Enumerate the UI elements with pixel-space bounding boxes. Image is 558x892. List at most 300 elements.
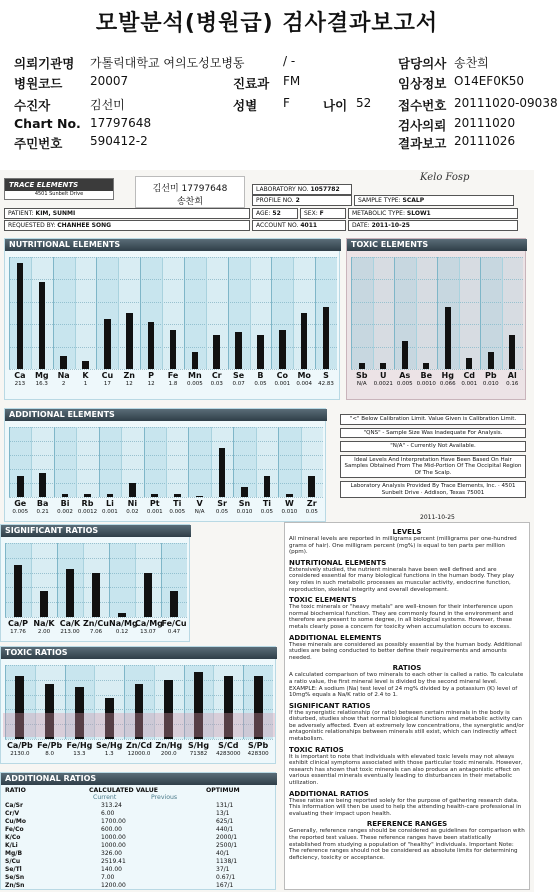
legend-note: Ideal Levels And Interpretation Have Been Based On Hair Samples Obtained From The Mid-Portion Of The Occipital Region Of The Scalp. bbox=[340, 455, 526, 479]
bar-w bbox=[286, 494, 293, 498]
value-fe: 1.8 bbox=[168, 381, 178, 387]
label-cd: Cd bbox=[463, 371, 476, 380]
bar-mg bbox=[39, 282, 46, 369]
ratio-optimum: 2500/1 bbox=[216, 842, 238, 849]
receipt-no: 20111020-09038 bbox=[454, 96, 558, 110]
requested-label: REQUESTED BY: bbox=[8, 222, 56, 229]
value-ba: 0.21 bbox=[36, 509, 49, 515]
value-se: 0.07 bbox=[232, 381, 245, 387]
report-date: 20111026 bbox=[454, 134, 516, 148]
value-ti: 0.05 bbox=[260, 509, 274, 515]
bar-cu bbox=[104, 319, 111, 369]
bar-cd bbox=[466, 358, 472, 369]
logo-text: TRACE ELEMENTS bbox=[5, 179, 113, 191]
legend-note: "<" Below Calibration Limit. Value Given is Calibration Limit. bbox=[340, 414, 526, 425]
bar-na bbox=[60, 356, 67, 369]
label-fe-hg: Fe/Hg bbox=[66, 741, 93, 750]
explanation-text: The toxic minerals or "heavy metals" are well-known for their interference upon normal biochemical function. They are commonly found in the environment and therefore are present to some degree, in all biological systems. However, these metals clearly pose a concern for toxicity when accumulation occurs to excess. bbox=[289, 604, 514, 630]
value-zn-cd: 12000.0 bbox=[127, 751, 151, 757]
value-ca-k: 213.00 bbox=[60, 629, 80, 635]
column-band bbox=[373, 257, 395, 369]
column-band bbox=[54, 427, 76, 497]
bar-ni bbox=[129, 483, 136, 497]
label-s-cd: S/Cd bbox=[218, 741, 239, 750]
patient-english: KIM, SUNMI bbox=[35, 210, 76, 217]
column-band bbox=[75, 257, 97, 369]
label-k: K bbox=[82, 371, 89, 380]
ratio-optimum: 13/1 bbox=[216, 810, 230, 817]
label-cr: Cr bbox=[211, 371, 222, 380]
ratio-name: Mg/B bbox=[5, 850, 23, 857]
label-ti: Ti bbox=[262, 499, 272, 508]
page-title: 모발분석(병원급) 검사결과보고서 bbox=[95, 11, 439, 36]
label-ca-mg: Ca/Mg bbox=[135, 619, 163, 628]
account-no: 4011 bbox=[300, 222, 318, 229]
lab-no-label: LABORATORY NO. bbox=[256, 186, 309, 193]
bar-sr bbox=[219, 448, 226, 497]
label-fe-cu: Fe/Cu bbox=[161, 619, 187, 628]
additional-ratios-table bbox=[0, 772, 276, 890]
toxic-elements-chart bbox=[346, 238, 526, 400]
label-zn-hg: Zn/Hg bbox=[155, 741, 183, 750]
grid-line bbox=[9, 497, 323, 498]
label-na-mg: Na/Mg bbox=[109, 619, 138, 628]
bar-bi bbox=[62, 494, 69, 498]
grid-line bbox=[5, 617, 187, 618]
ratio-name: Ca/Sr bbox=[5, 802, 23, 809]
label-ni: Ni bbox=[127, 499, 138, 508]
value-mo: 0.004 bbox=[296, 381, 313, 387]
value-ti: 0.005 bbox=[169, 509, 186, 515]
explanation-heading: NUTRITIONAL ELEMENTS bbox=[289, 558, 387, 567]
value-cu: 17 bbox=[103, 381, 111, 387]
label-sb: Sb bbox=[356, 371, 368, 380]
label-ba: Ba bbox=[36, 499, 49, 508]
bar-b bbox=[257, 335, 264, 369]
ratio-optimum: 1138/1 bbox=[216, 858, 238, 865]
metabolic-type: SLOW1 bbox=[406, 210, 431, 217]
label-se: Se bbox=[232, 371, 245, 380]
reference-band bbox=[3, 713, 275, 737]
bar-na-k bbox=[40, 591, 48, 617]
handwritten-patient: 김선미 17797648 bbox=[152, 184, 228, 194]
ratio-name: Fe/Co bbox=[5, 826, 24, 833]
column-band bbox=[416, 257, 438, 369]
label-resident-no: 주민번호 bbox=[14, 136, 63, 151]
bar-p bbox=[148, 322, 155, 369]
bar-rb bbox=[84, 494, 91, 498]
label-patient: 수진자 bbox=[14, 98, 51, 113]
ratio-value: 1000.00 bbox=[101, 834, 126, 841]
label-pb: Pb bbox=[484, 371, 497, 380]
requested-by: CHANHEE SONG bbox=[57, 222, 112, 229]
explanation-text: These ratios are being reported solely for the purpose of gathering research data. This information will then be used to help the attending health-care professional in evaluating their impact upon health. bbox=[289, 797, 522, 817]
label-zr: Zr bbox=[306, 499, 317, 508]
handwritten-doctor: 송찬희 bbox=[176, 197, 204, 207]
label-na: Na bbox=[57, 371, 70, 380]
bar-al bbox=[509, 335, 515, 369]
col-previous: Previous bbox=[151, 794, 178, 801]
legend-note: "QNS" - Sample Size Was Inadequate For Analysis. bbox=[340, 428, 526, 439]
lab-logo bbox=[4, 178, 114, 200]
column-band bbox=[99, 427, 121, 497]
value-u: 0.0021 bbox=[373, 381, 393, 387]
ratio-name: Zn/Sn bbox=[5, 882, 25, 889]
label-doctor: 담당의사 bbox=[398, 56, 447, 71]
value-p: 12 bbox=[147, 381, 155, 387]
bar-fe-cu bbox=[170, 591, 178, 617]
value-ni: 0.02 bbox=[126, 509, 139, 515]
grid-line bbox=[351, 369, 523, 370]
ratio-value: 600.00 bbox=[101, 826, 122, 833]
explanation-text: It is important to note that individuals with elevated toxic levels may not always exhibit clinical symptoms associated with those particular toxic minerals. However, research has shown that toxic minerals can also produce an antagonistic effect on various essential minerals eventually leading to disturbances in their metabolic utilization. bbox=[289, 753, 523, 787]
sex-label: SEX: bbox=[304, 210, 318, 217]
ratio-optimum: 2000/1 bbox=[216, 834, 238, 841]
footnote-legend bbox=[340, 414, 526, 501]
column-band bbox=[109, 543, 135, 617]
label-mn: Mn bbox=[188, 371, 202, 380]
label-as: As bbox=[399, 371, 411, 380]
age-label: AGE: bbox=[256, 210, 271, 217]
department: FM bbox=[283, 74, 301, 88]
label-u: U bbox=[380, 371, 387, 380]
bar-na-mg bbox=[118, 613, 126, 617]
clinical-info: O14EF0K50 bbox=[454, 74, 524, 88]
value-b: 0.05 bbox=[254, 381, 267, 387]
legend-note: "N/A" - Currently Not Available. bbox=[340, 441, 526, 452]
label-na-k: Na/K bbox=[33, 619, 55, 628]
bar-k bbox=[82, 361, 89, 369]
label-co: Co bbox=[276, 371, 288, 380]
bar-ba bbox=[39, 473, 46, 498]
explanation-heading: SIGNIFICANT RATIOS bbox=[289, 701, 371, 710]
label-se-hg: Se/Hg bbox=[95, 741, 123, 750]
label-department: 진료과 bbox=[233, 76, 270, 91]
column-band bbox=[53, 257, 75, 369]
ratio-name: Se/Tl bbox=[5, 866, 22, 873]
value-cr: 0.03 bbox=[210, 381, 223, 387]
label-ca: Ca bbox=[14, 371, 26, 380]
label-fe: Fe bbox=[167, 371, 179, 380]
explanation-text: Generally, reference ranges should be considered as guidelines for comparison with the reported test values. These reference ranges have been statistically established from studying a population of "healthy" individuals. Important Note: The reference ranges should not be considered as absolute limits for determining deficiency, toxicity or acceptance. bbox=[289, 828, 525, 861]
label-request-date: 검사의뢰 bbox=[398, 118, 447, 133]
value-na: 2 bbox=[61, 381, 66, 387]
signature: Kelo Fosp bbox=[420, 172, 470, 183]
report-date-small: 2011-10-25 bbox=[420, 514, 455, 521]
ratio-optimum: 440/1 bbox=[216, 826, 234, 833]
label-pt: Pt bbox=[149, 499, 160, 508]
value-se-hg: 1.3 bbox=[104, 751, 114, 757]
value-co: 0.001 bbox=[274, 381, 291, 387]
bar-zn-cu bbox=[92, 573, 100, 617]
explanation-heading: REFERENCE RANGES bbox=[366, 820, 448, 829]
value-ca-mg: 13.07 bbox=[140, 629, 156, 635]
bar-s bbox=[323, 307, 330, 369]
ratio-optimum: 625/1 bbox=[216, 818, 234, 825]
ratio-value: 326.00 bbox=[101, 850, 122, 857]
value-s-hg: 71382 bbox=[189, 751, 208, 757]
request-date: 20111020 bbox=[454, 116, 516, 130]
value-mn: 0.005 bbox=[186, 381, 203, 387]
ratio-optimum: 37/1 bbox=[216, 866, 230, 873]
bar-se bbox=[235, 332, 242, 369]
label-rb: Rb bbox=[81, 499, 94, 508]
value-li: 0.001 bbox=[102, 509, 118, 515]
value-ge: 0.005 bbox=[12, 509, 29, 515]
explanation-text: All mineral levels are reported in milligrams percent (milligrams per one-hundred grams of hair). One milligram percent (mg%) is equal to ten parts per million (ppm). bbox=[289, 536, 517, 556]
value-zr: 0.05 bbox=[305, 509, 318, 515]
ratio-value: 1000.00 bbox=[101, 842, 126, 849]
label-bi: Bi bbox=[60, 499, 70, 508]
label-sn: Sn bbox=[238, 499, 251, 508]
label-v: V bbox=[196, 499, 203, 508]
explanation-text: A calculated comparison of two minerals to each other is called a ratio. To calculate a ratio value, the first mineral level is divided by the second mineral level. EXAMPLE: A sodium (Na) test level of 24 mg% divided by a potassium (K) level of 10mg% equals a Na/K ratio of 2.4 to 1. bbox=[289, 672, 524, 699]
bar-ti bbox=[264, 476, 271, 497]
ratio-optimum: 167/1 bbox=[216, 882, 234, 889]
ratio-value: 313.24 bbox=[101, 802, 122, 809]
value-as: 0.005 bbox=[396, 381, 413, 387]
explanation-text: If the synergistic relationship (or ratio) between certain minerals in the body is disturbed, studies show that normal biological functions and metabolic activity can be adversely affected. Even at extremely low concentrations, the synergistic and/or antagonistic relationships between minerals still exist, which can indirectly affect metabolism. bbox=[289, 709, 525, 743]
label-ca-p: Ca/P bbox=[7, 619, 29, 628]
value-zn-cu: 7.06 bbox=[89, 629, 103, 635]
label-b: B bbox=[257, 371, 264, 380]
ratio-value: 140.00 bbox=[101, 866, 122, 873]
value-sb: N/A bbox=[356, 381, 367, 387]
bar-ca-mg bbox=[144, 573, 152, 617]
account-label: ACCOUNT NO. bbox=[256, 222, 299, 229]
value-zn-hg: 200.0 bbox=[160, 751, 177, 757]
label-w: W bbox=[284, 499, 294, 508]
ratio-optimum: 131/1 bbox=[216, 802, 234, 809]
label-cu: Cu bbox=[101, 371, 114, 380]
label-s-hg: S/Hg bbox=[187, 741, 210, 750]
label-ca-pb: Ca/Pb bbox=[6, 741, 33, 750]
explanation-heading: ADDITIONAL RATIOS bbox=[289, 789, 369, 798]
column-band bbox=[351, 257, 373, 369]
significant-ratios-chart bbox=[0, 524, 190, 642]
grid-line bbox=[9, 369, 337, 370]
explanation-heading: RATIOS bbox=[392, 664, 422, 673]
bar-ca-k bbox=[66, 569, 74, 617]
bar-cr bbox=[213, 335, 220, 369]
label-report-date: 결과보고 bbox=[398, 136, 447, 151]
value-s-cd: 4283000 bbox=[216, 751, 241, 757]
value-al: 0.16 bbox=[506, 381, 519, 387]
additional-elements-chart bbox=[4, 408, 326, 522]
ratio-optimum: 40/1 bbox=[216, 850, 230, 857]
bar-zn bbox=[126, 313, 133, 369]
label-hg: Hg bbox=[441, 371, 454, 380]
value-be: 0.0010 bbox=[416, 381, 436, 387]
label-chart-no: Chart No. bbox=[14, 116, 81, 131]
report-date-en: 2011-10-25 bbox=[371, 222, 410, 229]
ratio-name: S/Cu bbox=[5, 858, 21, 865]
bar-ge bbox=[17, 476, 24, 497]
bar-sn bbox=[241, 487, 248, 498]
date-label: DATE: bbox=[352, 222, 370, 229]
label-zn-cd: Zn/Cd bbox=[125, 741, 152, 750]
bar-co bbox=[279, 330, 286, 369]
value-na-k: 2.00 bbox=[37, 629, 51, 635]
label-p: P bbox=[148, 371, 155, 380]
label-requesting-institution: 의뢰기관명 bbox=[14, 56, 75, 71]
patient-label: PATIENT: bbox=[8, 210, 34, 217]
value-k: 1 bbox=[83, 381, 88, 387]
value-fe-cu: 0.47 bbox=[167, 629, 181, 635]
label-sr: Sr bbox=[217, 499, 227, 508]
label-be: Be bbox=[420, 371, 433, 380]
nutritional-heading: NUTRITIONAL ELEMENTS bbox=[5, 239, 341, 251]
label-ti: Ti bbox=[173, 499, 182, 508]
col-calculated: CALCULATED VALUE bbox=[89, 787, 158, 794]
bar-pt bbox=[151, 494, 158, 498]
explanation-text: These minerals are considered as possibly essential by the human body. Additional studies are being conducted to better define their requirements and amounts needed. bbox=[289, 641, 522, 661]
label-s: S bbox=[323, 371, 329, 380]
label-zn: Zn bbox=[123, 371, 135, 380]
label-age: 나이 bbox=[323, 98, 348, 113]
value-cd: 0.001 bbox=[461, 381, 478, 387]
value-sn: 0.010 bbox=[236, 509, 253, 515]
value-v: N/A bbox=[194, 509, 205, 515]
ratio-value: 2519.41 bbox=[101, 858, 126, 865]
ratio-value: 1700.00 bbox=[101, 818, 126, 825]
column-band bbox=[166, 427, 188, 497]
requesting-institution: 가톨릭대학교 여의도성모병동 bbox=[90, 56, 245, 70]
hospital-code: 20007 bbox=[90, 74, 129, 88]
significant-ratios-heading: SIGNIFICANT RATIOS bbox=[1, 525, 191, 537]
label-li: Li bbox=[105, 499, 114, 508]
age: 52 bbox=[356, 96, 372, 110]
label-sex: 성별 bbox=[233, 98, 258, 113]
bar-u bbox=[380, 363, 386, 369]
value-ca: 213 bbox=[14, 381, 26, 387]
bar-be bbox=[423, 363, 429, 369]
toxic-ratios-chart bbox=[0, 646, 276, 764]
label-receipt-no: 접수번호 bbox=[398, 98, 447, 113]
column-band bbox=[76, 427, 98, 497]
value-s-pb: 428300 bbox=[247, 751, 269, 757]
bar-sb bbox=[359, 363, 365, 369]
report-age: 52 bbox=[272, 210, 281, 217]
col-ratio: RATIO bbox=[5, 787, 26, 794]
bar-mn bbox=[192, 352, 199, 369]
value-ca-p: 17.76 bbox=[10, 629, 26, 635]
bar-pb bbox=[488, 352, 494, 369]
bar-fe bbox=[170, 330, 177, 369]
legend-note: Laboratory Analysis Provided By Trace Elements, Inc. · 4501 Sunbelt Drive · Addison, Texas 75001 bbox=[340, 481, 526, 498]
bar-as bbox=[402, 341, 408, 369]
report-sex: F bbox=[319, 210, 324, 217]
explanation-heading: ADDITIONAL ELEMENTS bbox=[289, 633, 382, 642]
bar-li bbox=[107, 494, 114, 498]
ratio-value: 1200.00 bbox=[101, 882, 126, 889]
label-zn-cu: Zn/Cu bbox=[83, 619, 109, 628]
ratio-optimum: 0.67/1 bbox=[216, 874, 236, 881]
bar-hg bbox=[445, 307, 451, 369]
value-fe-pb: 8.0 bbox=[45, 751, 55, 757]
handwritten-box bbox=[135, 176, 245, 208]
lab-no: 1057782 bbox=[310, 186, 340, 193]
toxic-ratios-heading: TOXIC RATIOS bbox=[1, 647, 277, 659]
sex: F bbox=[283, 96, 290, 110]
bar-mo bbox=[301, 313, 308, 369]
value-sr: 0.05 bbox=[215, 509, 229, 515]
additional-heading: ADDITIONAL ELEMENTS bbox=[5, 409, 327, 421]
bar-v bbox=[196, 496, 203, 497]
toxic-heading: TOXIC ELEMENTS bbox=[347, 239, 527, 251]
sample-type-label: SAMPLE TYPE: bbox=[358, 197, 401, 204]
value-rb: 0.0012 bbox=[77, 509, 98, 515]
bar-ti bbox=[174, 494, 181, 498]
ratio-value: 7.00 bbox=[101, 874, 115, 881]
grid-line bbox=[5, 739, 273, 740]
ratio-name: Se/Sn bbox=[5, 874, 25, 881]
explanation-text: Extensively studied, the nutrient minerals have been well defined and are considered essential for many biological functions in the human body. They play key roles in such metabolic processes as muscular activity, endocrine function, reproduction, skeletal integrity and overall development. bbox=[289, 566, 515, 593]
value-pb: 0.010 bbox=[482, 381, 499, 387]
label-fe-pb: Fe/Pb bbox=[37, 741, 63, 750]
explanation-heading: TOXIC ELEMENTS bbox=[289, 596, 357, 605]
col-current: Current bbox=[93, 794, 117, 801]
label-hospital-code: 병원코드 bbox=[14, 76, 63, 91]
sample-type: SCALP bbox=[402, 197, 425, 204]
value-mg: 16.3 bbox=[35, 381, 48, 387]
label-clinical-info: 임상정보 bbox=[398, 76, 447, 91]
ratio-name: Cr/V bbox=[5, 810, 20, 817]
ratio-name: K/Co bbox=[5, 834, 21, 841]
value-zn: 12 bbox=[125, 381, 133, 387]
patient-name: 김선미 bbox=[90, 98, 125, 112]
column-band bbox=[278, 427, 300, 497]
lab-address: 4501 Sunbelt Drive bbox=[34, 191, 84, 197]
value-bi: 0.002 bbox=[57, 509, 73, 515]
label-mg: Mg bbox=[34, 371, 49, 380]
additional-ratios-heading: ADDITIONAL RATIOS bbox=[1, 773, 277, 785]
bar-ca bbox=[17, 263, 24, 369]
explanations-panel bbox=[284, 522, 530, 890]
label-s-pb: S/Pb bbox=[247, 741, 269, 750]
column-band bbox=[459, 257, 481, 369]
ratio-name: Cu/Mo bbox=[5, 818, 26, 825]
department-dash: / - bbox=[283, 54, 296, 68]
resident-no: 590412-2 bbox=[90, 134, 148, 148]
ratio-value: 6.00 bbox=[101, 810, 115, 817]
doctor-name: 송찬희 bbox=[454, 56, 489, 70]
column-band bbox=[144, 427, 166, 497]
nutritional-elements-chart bbox=[4, 238, 340, 400]
bar-ca-p bbox=[14, 565, 22, 617]
metabolic-label: METABOLIC TYPE: bbox=[352, 210, 405, 217]
value-na-mg: 0.12 bbox=[115, 629, 129, 635]
chart-no: 17797648 bbox=[90, 116, 152, 130]
value-ca-pb: 2130.0 bbox=[10, 751, 30, 757]
value-hg: 0.066 bbox=[439, 381, 456, 387]
profile-no: 2 bbox=[295, 197, 300, 204]
label-mo: Mo bbox=[297, 371, 311, 380]
value-s: 42.83 bbox=[318, 381, 334, 387]
value-fe-hg: 13.3 bbox=[73, 751, 86, 757]
col-optimum: OPTIMUM bbox=[206, 787, 240, 794]
bar-zr bbox=[308, 476, 315, 497]
profile-no-label: PROFILE NO. bbox=[256, 197, 294, 204]
label-ca-k: Ca/K bbox=[59, 619, 81, 628]
column-band bbox=[188, 427, 210, 497]
value-w: 0.010 bbox=[281, 509, 298, 515]
explanation-heading: TOXIC RATIOS bbox=[289, 745, 344, 754]
ratio-name: K/Li bbox=[5, 842, 18, 849]
label-al: Al bbox=[507, 371, 517, 380]
explanation-heading: LEVELS bbox=[392, 528, 422, 536]
value-pt: 0.001 bbox=[146, 509, 163, 515]
